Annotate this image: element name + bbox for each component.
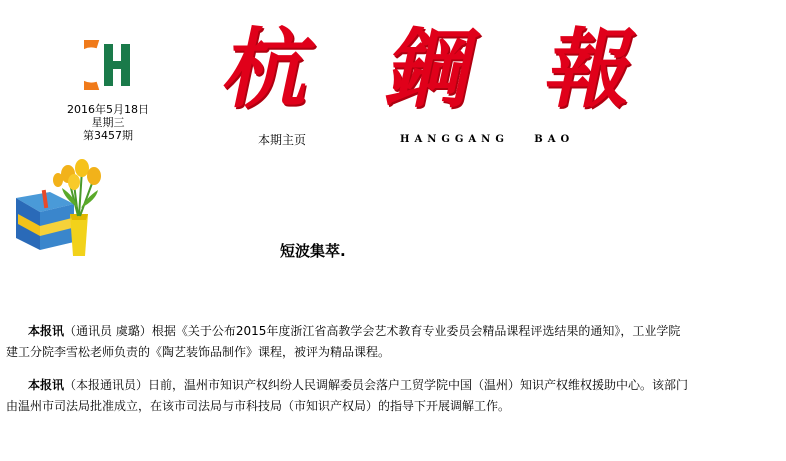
news-lead: 本报讯	[28, 324, 65, 338]
section-title: 短波集萃.	[280, 242, 346, 260]
masthead-pinyin: HANGGANG BAO	[400, 134, 575, 145]
issue-weekday: 星期三	[91, 116, 125, 129]
newspaper-logo	[84, 40, 136, 90]
issue-info	[52, 103, 164, 142]
issue-date: 2016年5月18日	[67, 103, 149, 116]
news-item	[6, 321, 696, 363]
news-line	[6, 396, 696, 417]
news-text: （通讯员 虞璐）根据《关于公布2015年度浙江省高教学会艺术教育专业委员会精品课程评选结果的通知》，工业学院	[64, 324, 681, 338]
news-line	[6, 342, 696, 363]
news-line	[6, 375, 696, 396]
news-text: 由温州市司法局批准成立，在该市司法局与市科技局（市知识产权局）的指导下开展调解工作。	[6, 399, 511, 413]
masthead-char: 報	[537, 19, 645, 120]
home-link[interactable]: 本期主页	[258, 133, 307, 147]
issue-number: 第3457期	[83, 129, 133, 142]
news-text: （本报通讯员）日前，温州市知识产权纠纷人民调解委员会落户工贸学院中国（温州）知识产权维权援助中心。该部门	[64, 378, 689, 392]
book-flowers-illustration	[12, 158, 104, 258]
masthead-char: 鋼	[377, 19, 485, 120]
masthead-char: 杭	[215, 19, 323, 120]
news-text: 建工分院李雪松老师负责的《陶艺装饰品制作》课程，被评为精品课程。	[6, 345, 391, 359]
news-line	[6, 321, 696, 342]
news-item	[6, 375, 696, 417]
news-lead: 本报讯	[28, 378, 65, 392]
masthead-title	[215, 19, 688, 120]
